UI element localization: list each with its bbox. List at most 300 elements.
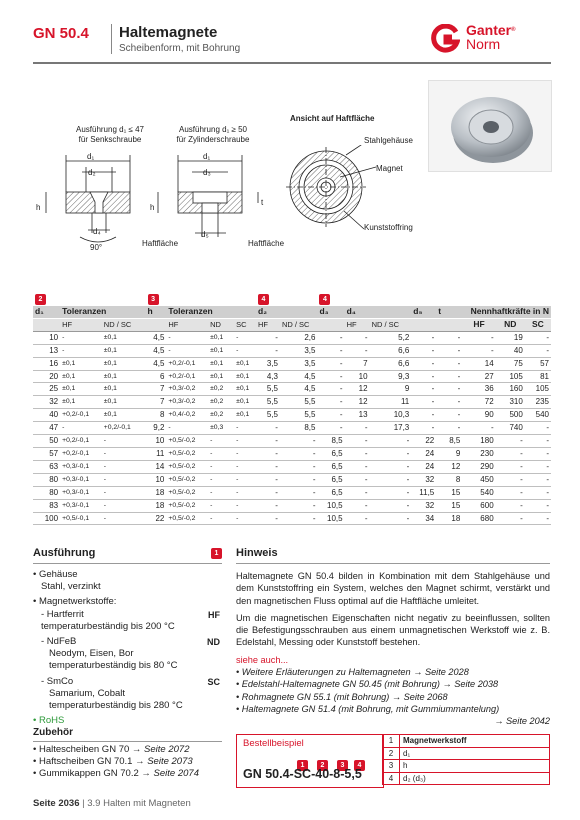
label-magnet: Magnet: [376, 164, 403, 173]
table-cell: -: [102, 512, 146, 525]
table-cell: 5,2: [370, 331, 412, 344]
table-cell: -: [436, 396, 462, 409]
table-cell: -: [256, 344, 280, 357]
table-row: [33, 499, 551, 512]
table-cell: 40: [33, 409, 60, 422]
table-cell: -: [256, 435, 280, 448]
table-cell: -: [234, 486, 256, 499]
table-cell: 5,5: [256, 409, 280, 422]
dim-d5: d₅: [201, 230, 209, 239]
table-cell: 80: [33, 486, 60, 499]
table-cell: +0,5/-0,2: [166, 499, 208, 512]
table-cell: +0,2/-0,1: [60, 447, 102, 460]
table-cell: 81: [525, 370, 551, 383]
table-cell: +0,5/-0,2: [166, 447, 208, 460]
table-cell: 105: [525, 383, 551, 396]
table-cell: 6: [146, 370, 167, 383]
see-also-link[interactable]: • Haltemagnete GN 51.4 (mit Bohrung, mit Gummiummantelung): [236, 703, 500, 714]
table-cell: 11: [370, 396, 412, 409]
table-cell: 12: [436, 460, 462, 473]
table-cell: -: [411, 383, 436, 396]
table-cell: +0,5/-0,2: [166, 435, 208, 448]
table-cell: -: [525, 486, 551, 499]
table-cell: -: [234, 473, 256, 486]
table-cell: 4,5: [280, 383, 318, 396]
table-cell: 4,5: [280, 370, 318, 383]
table-cell: -: [411, 422, 436, 435]
table-cell: 72: [462, 396, 495, 409]
table-cell: ±0,2: [208, 383, 234, 396]
product-code: GN 50.4: [33, 25, 89, 42]
table-cell: -: [525, 460, 551, 473]
table-cell: 9,3: [370, 370, 412, 383]
table-cell: -: [317, 409, 344, 422]
table-cell: 27: [462, 370, 495, 383]
table-cell: 4,3: [256, 370, 280, 383]
table-cell: 450: [462, 473, 495, 486]
table-cell: -: [208, 512, 234, 525]
table-cell: 5,5: [280, 396, 318, 409]
table-mark-row: [33, 292, 551, 306]
table-cell: -: [280, 473, 318, 486]
table-cell: 63: [33, 460, 60, 473]
table-cell: -: [411, 331, 436, 344]
mark-d1: 2: [33, 292, 60, 306]
zubehoer-link[interactable]: • Gummikappen GN 70.2 → Seite 2074: [33, 768, 199, 780]
table-cell: -: [317, 422, 344, 435]
table-cell: 15: [436, 499, 462, 512]
table-row: [33, 422, 551, 435]
table-cell: -: [234, 435, 256, 448]
see-also-ref[interactable]: → Seite 2042: [494, 716, 550, 727]
table-cell: 22: [146, 512, 167, 525]
table-cell: ±0,1: [102, 396, 146, 409]
table-header-row: d₁ Toleranzen h Toleranzen d₂ d₃ d₄ d₅ t Nennhaftkräfte in N: [33, 306, 551, 318]
table-cell: 2,6: [280, 331, 318, 344]
table-cell: 11,5: [411, 486, 436, 499]
table-cell: -: [411, 370, 436, 383]
table-cell: -: [370, 460, 412, 473]
table-cell: -: [345, 499, 370, 512]
table-cell: -: [370, 435, 412, 448]
table-cell: -: [280, 435, 318, 448]
table-cell: -: [496, 499, 525, 512]
table-row: [33, 357, 551, 370]
table-cell: +0,4/-0,2: [166, 409, 208, 422]
table-cell: ±0,1: [60, 370, 102, 383]
table-row: [33, 435, 551, 448]
table-cell: 5,5: [256, 383, 280, 396]
table-cell: -: [436, 344, 462, 357]
table-cell: ±0,1: [234, 370, 256, 383]
table-cell: -: [280, 447, 318, 460]
table-cell: +0,5/-0,2: [166, 486, 208, 499]
table-cell: 90: [462, 409, 495, 422]
table-cell: -: [496, 447, 525, 460]
table-cell: 4,5: [146, 344, 167, 357]
table-cell: -: [256, 486, 280, 499]
table-cell: -: [60, 331, 102, 344]
table-cell: 20: [33, 370, 60, 383]
table-cell: 12: [345, 383, 370, 396]
table-cell: -: [256, 473, 280, 486]
table-cell: -: [436, 383, 462, 396]
table-cell: ±0,1: [208, 370, 234, 383]
table-cell: 57: [525, 357, 551, 370]
table-cell: -: [208, 499, 234, 512]
table-cell: -: [166, 331, 208, 344]
table-cell: 4,5: [146, 357, 167, 370]
table-cell: -: [102, 486, 146, 499]
order-example-box: Bestellbeispiel 1 2 3 4 GN 50.4-SC-40-8-5,5: [236, 734, 384, 788]
table-cell: -: [436, 422, 462, 435]
table-subheader-row: HF ND / SC HF ND SC HF ND / SC HF ND / SC HF ND SC: [33, 318, 551, 331]
material-sc: - SmCo SC: [41, 675, 220, 687]
table-cell: -: [234, 344, 256, 357]
front-view: [286, 145, 376, 229]
table-cell: +0,5/-0,2: [166, 473, 208, 486]
table-cell: ±0,1: [60, 357, 102, 370]
table-cell: ±0,1: [60, 396, 102, 409]
table-cell: ±0,3: [208, 422, 234, 435]
hinweis-title: Hinweis: [236, 547, 278, 559]
dim-d1-left: d₁: [87, 152, 95, 161]
table-cell: -: [234, 512, 256, 525]
rohs-label: • RoHS: [33, 715, 65, 727]
table-cell: -: [60, 344, 102, 357]
table-cell: 540: [525, 409, 551, 422]
table-row: [33, 370, 551, 383]
table-cell: 36: [462, 383, 495, 396]
table-cell: 740: [496, 422, 525, 435]
zubehoer-list: [33, 744, 222, 781]
table-cell: 680: [462, 512, 495, 525]
hinweis-text: Haltemagnete GN 50.4 bilden in Kombination mit dem Stahlgehäuse und dem Kunststoffring ein System, welches den Magnet schirmt, verstärkt und den magnetischen Fluss optimal auf die Haftfläche umleitet. Um die magnetischen Eigenschaften nicht negativ zu beeinflussen, sollten die Befestigungsschrauben aus einem unmagnetischen Werkstoff wie z. B. Edelstahl, Messing oder Kunststoff bestehen. siehe auch... • Weitere Erläuterungen zu Haltemagneten → Seite 2028 • Edelstahl-Haltemagnete GN 50.45 (mit Bohrung) → Seite 2038 • Rohmagnete GN 55.1 (mit Bohrung) → Seite 2068 • Haltemagnete GN 51.4 (mit Bohrung, mit Gummiummantelung) → Seite 2042: [236, 571, 550, 727]
table-cell: -: [102, 460, 146, 473]
table-cell: 100: [33, 512, 60, 525]
table-cell: ±0,1: [102, 357, 146, 370]
table-cell: +0,3/-0,2: [166, 396, 208, 409]
table-cell: +0,2/-0,1: [60, 409, 102, 422]
table-cell: -: [317, 396, 344, 409]
table-cell: -: [345, 473, 370, 486]
table-cell: ±0,1: [234, 383, 256, 396]
table-cell: +0,2/-0,1: [166, 357, 208, 370]
table-cell: 9: [370, 383, 412, 396]
material-nd: - NdFeB ND: [41, 636, 220, 648]
dim-h-left: h: [36, 203, 41, 212]
table-cell: +0,3/-0,1: [60, 460, 102, 473]
table-cell: 6,6: [370, 357, 412, 370]
table-cell: -: [525, 447, 551, 460]
table-cell: -: [345, 331, 370, 344]
dim-d2: d₂: [88, 168, 96, 177]
table-cell: -: [462, 331, 495, 344]
table-cell: +0,3/-0,1: [60, 486, 102, 499]
dim-angle: 90°: [90, 243, 103, 252]
table-cell: -: [525, 422, 551, 435]
table-cell: -: [256, 422, 280, 435]
table-cell: 8: [436, 473, 462, 486]
table-cell: 6,5: [317, 473, 344, 486]
table-cell: ±0,1: [208, 344, 234, 357]
table-cell: -: [317, 344, 344, 357]
table-cell: 10,5: [317, 512, 344, 525]
page-title: Haltemagnete: [119, 24, 218, 41]
table-cell: 500: [496, 409, 525, 422]
table-cell: -: [345, 422, 370, 435]
table-cell: 6,5: [317, 447, 344, 460]
product-photo: [428, 80, 552, 172]
table-cell: -: [525, 435, 551, 448]
table-cell: 7: [146, 383, 167, 396]
hinweis-rule: [236, 563, 550, 564]
table-cell: -: [525, 512, 551, 525]
table-cell: ±0,1: [102, 409, 146, 422]
table-cell: 14: [146, 460, 167, 473]
label-stahlgehaeuse: Stahlgehäuse: [364, 136, 413, 145]
table-cell: -: [370, 512, 412, 525]
table-cell: +0,2/-0,1: [102, 422, 146, 435]
order-example-title: Bestellbeispiel: [243, 738, 304, 749]
table-cell: -: [345, 512, 370, 525]
table-cell: 24: [411, 447, 436, 460]
table-cell: ±0,2: [208, 396, 234, 409]
label-kunststoffring: Kunststoffring: [364, 223, 413, 232]
dim-d1-mid: d₁: [203, 152, 211, 161]
table-row: [33, 512, 551, 525]
table-cell: 80: [33, 473, 60, 486]
table-cell: 6,6: [370, 344, 412, 357]
table-cell: ±0,1: [234, 409, 256, 422]
table-cell: -: [280, 499, 318, 512]
table-cell: ±0,1: [234, 396, 256, 409]
table-cell: -: [525, 331, 551, 344]
mark-d2: 4: [256, 292, 280, 306]
table-cell: -: [280, 460, 318, 473]
table-cell: -: [436, 357, 462, 370]
table-cell: 18: [146, 499, 167, 512]
table-cell: 7: [345, 357, 370, 370]
table-cell: -: [496, 473, 525, 486]
table-cell: ±0,1: [102, 370, 146, 383]
table-cell: -: [496, 460, 525, 473]
ausfuehrung-title: Ausführung: [33, 547, 96, 559]
table-cell: 10,3: [370, 409, 412, 422]
table-cell: -: [256, 499, 280, 512]
table-cell: 16: [33, 357, 60, 370]
dim-d4: d₄: [93, 227, 101, 236]
table-cell: 8,5: [436, 435, 462, 448]
table-cell: -: [166, 344, 208, 357]
table-cell: 540: [462, 486, 495, 499]
table-cell: 12: [345, 396, 370, 409]
table-cell: -: [60, 422, 102, 435]
table-cell: -: [345, 435, 370, 448]
table-cell: +0,5/-0,1: [60, 512, 102, 525]
table-cell: 8: [146, 409, 167, 422]
table-cell: +0,3/-0,1: [60, 499, 102, 512]
zubehoer-link[interactable]: • Haltescheiben GN 70 → Seite 2072: [33, 744, 190, 755]
table-cell: -: [411, 396, 436, 409]
table-cell: -: [496, 512, 525, 525]
table-cell: +0,3/-0,2: [166, 383, 208, 396]
mark-h: 3: [146, 292, 167, 306]
table-cell: 235: [525, 396, 551, 409]
ganter-g-logo-icon: [430, 24, 460, 54]
dim-d3: d₃: [203, 168, 211, 177]
table-cell: 75: [496, 357, 525, 370]
table-cell: 10,5: [317, 499, 344, 512]
table-cell: -: [317, 357, 344, 370]
zubehoer-link[interactable]: • Haftscheiben GN 70.1 → Seite 2073: [33, 756, 193, 768]
table-cell: +0,2/-0,1: [60, 435, 102, 448]
table-cell: 40: [496, 344, 525, 357]
table-cell: ±0,1: [102, 344, 146, 357]
table-cell: 4,5: [146, 331, 167, 344]
table-cell: -: [345, 486, 370, 499]
table-cell: 310: [496, 396, 525, 409]
table-cell: -: [280, 512, 318, 525]
see-also-link[interactable]: • Edelstahl-Haltemagnete GN 50.45 (mit Bohrung) → Seite 2038: [236, 679, 499, 690]
table-cell: 10: [146, 473, 167, 486]
table-cell: -: [208, 486, 234, 499]
table-cell: -: [411, 344, 436, 357]
table-cell: ±0,2: [208, 409, 234, 422]
table-cell: -: [317, 370, 344, 383]
table-cell: -: [208, 473, 234, 486]
table-cell: -: [345, 344, 370, 357]
table-cell: -: [256, 447, 280, 460]
table-cell: 32: [411, 473, 436, 486]
table-row: [33, 409, 551, 422]
table-cell: -: [102, 473, 146, 486]
table-cell: -: [345, 447, 370, 460]
ausfuehrung-rule: [33, 563, 222, 564]
table-cell: -: [496, 435, 525, 448]
dim-h-mid: h: [150, 203, 155, 212]
table-cell: 10: [33, 331, 60, 344]
brand-name-2: Norm: [466, 36, 501, 52]
table-cell: ±0,1: [102, 383, 146, 396]
table-cell: 180: [462, 435, 495, 448]
table-cell: -: [280, 486, 318, 499]
dim-t: t: [261, 198, 264, 207]
table-cell: ±0,1: [234, 357, 256, 370]
table-cell: -: [256, 512, 280, 525]
table-cell: 57: [33, 447, 60, 460]
brand-name: Ganter®: [466, 22, 516, 38]
view-title: Ansicht auf Haftfläche: [290, 114, 375, 123]
table-row: [33, 396, 551, 409]
table-cell: ±0,1: [208, 357, 234, 370]
table-row: [33, 447, 551, 460]
table-cell: 24: [411, 460, 436, 473]
table-cell: 3,5: [280, 344, 318, 357]
table-cell: ±0,1: [60, 383, 102, 396]
table-row: [33, 486, 551, 499]
table-cell: +0,2/-0,1: [166, 370, 208, 383]
spec-table: [33, 292, 551, 525]
header-rule: [33, 62, 551, 64]
table-cell: -: [370, 499, 412, 512]
ausfuehrung-mark: 1: [211, 548, 222, 559]
table-cell: -: [102, 447, 146, 460]
table-cell: -: [462, 422, 495, 435]
table-cell: 13: [33, 344, 60, 357]
see-also-link[interactable]: • Rohmagnete GN 55.1 (mit Bohrung) → Seite 2068: [236, 691, 448, 702]
table-cell: 18: [146, 486, 167, 499]
table-cell: 50: [33, 435, 60, 448]
table-cell: -: [234, 331, 256, 344]
label-haftflaeche-1: Haftfläche: [142, 239, 179, 248]
table-cell: -: [436, 409, 462, 422]
table-cell: ±0,1: [102, 331, 146, 344]
order-code: GN 50.4-SC-40-8-5,5: [243, 767, 362, 781]
table-cell: 17,3: [370, 422, 412, 435]
header-divider: [111, 24, 112, 54]
page-footer: Seite 2036 | 3.9 Halten mit Magneten: [33, 798, 191, 809]
see-also-link[interactable]: • Weitere Erläuterungen zu Haltemagneten → Seite 2028: [236, 667, 469, 678]
table-cell: 3,5: [280, 357, 318, 370]
table-cell: 18: [436, 512, 462, 525]
table-cell: 14: [462, 357, 495, 370]
table-cell: -: [317, 331, 344, 344]
table-cell: 11: [146, 447, 167, 460]
table-row: [33, 331, 551, 344]
table-cell: +0,5/-0,2: [166, 512, 208, 525]
label-haftflaeche-2: Haftfläche: [248, 239, 285, 248]
table-cell: -: [411, 409, 436, 422]
table-cell: -: [525, 499, 551, 512]
table-cell: 8,5: [317, 435, 344, 448]
table-cell: -: [411, 357, 436, 370]
table-cell: 3,5: [256, 357, 280, 370]
table-cell: 19: [496, 331, 525, 344]
table-cell: -: [462, 344, 495, 357]
table-cell: 9,2: [146, 422, 167, 435]
table-cell: 105: [496, 370, 525, 383]
table-cell: 290: [462, 460, 495, 473]
table-cell: 32: [411, 499, 436, 512]
table-cell: -: [436, 370, 462, 383]
table-cell: 6,5: [317, 486, 344, 499]
table-cell: 7: [146, 396, 167, 409]
table-cell: 10: [345, 370, 370, 383]
table-cell: -: [317, 383, 344, 396]
table-cell: -: [234, 499, 256, 512]
table-cell: -: [525, 473, 551, 486]
table-cell: -: [234, 447, 256, 460]
table-cell: -: [102, 435, 146, 448]
table-cell: -: [208, 435, 234, 448]
table-cell: -: [256, 460, 280, 473]
zubehoer-title: Zubehör: [33, 727, 73, 738]
table-cell: -: [370, 447, 412, 460]
table-row: [33, 344, 551, 357]
table-cell: -: [370, 473, 412, 486]
table-cell: +0,3/-0,1: [60, 473, 102, 486]
table-row: [33, 460, 551, 473]
table-cell: -: [208, 447, 234, 460]
table-cell: 32: [33, 396, 60, 409]
table-cell: +0,5/-0,2: [166, 460, 208, 473]
mark-d3: 4: [317, 292, 344, 306]
table-row: [33, 383, 551, 396]
table-cell: -: [345, 460, 370, 473]
table-cell: 15: [436, 486, 462, 499]
page-subtitle: Scheibenform, mit Bohrung: [119, 43, 241, 54]
